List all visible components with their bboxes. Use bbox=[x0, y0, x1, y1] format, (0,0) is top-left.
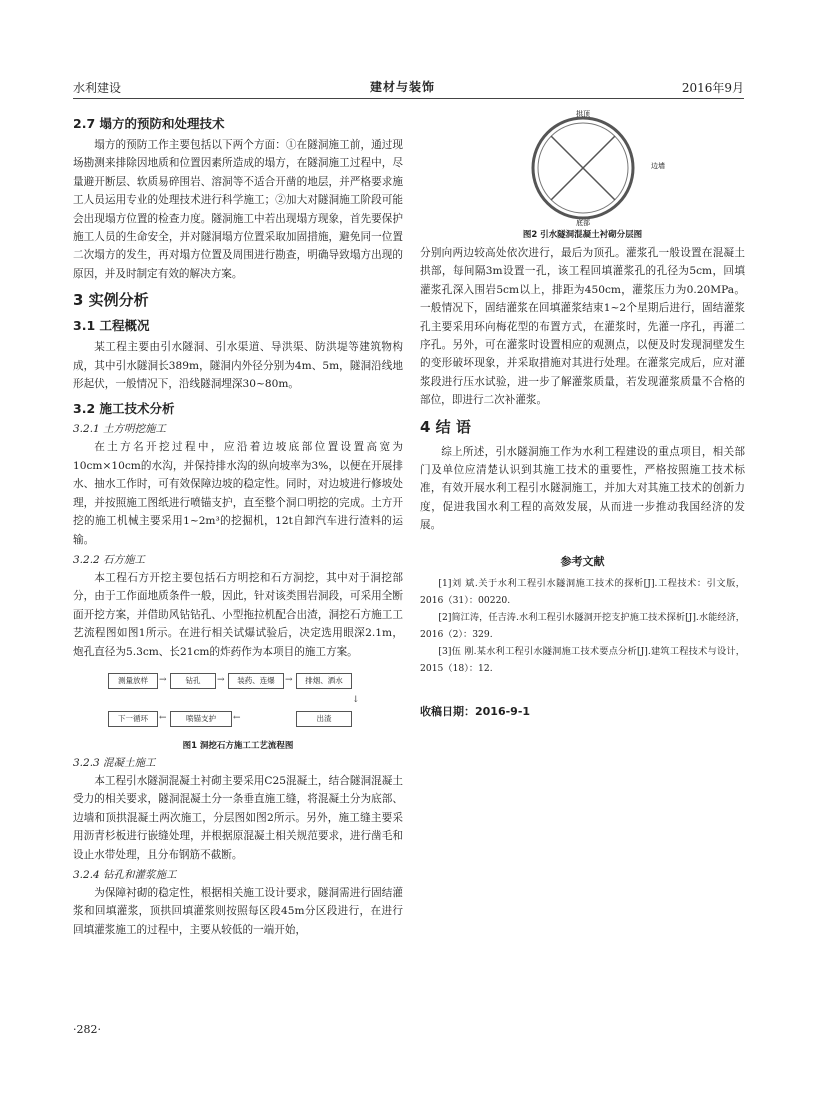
flow-box-next-cycle: 下一循环 bbox=[108, 711, 158, 727]
figure-2-diagram bbox=[483, 108, 683, 226]
journal-section: 水利建设 bbox=[73, 81, 122, 95]
arrow-icon: ← bbox=[233, 712, 241, 723]
section-3-2-3-paragraph: 本工程引水隧洞混凝土衬砌主要采用C25混凝土，结合隧洞混凝土受力的相关要求，隧洞混凝土分一条垂直施工缝，将混凝土分为底部、边墙和顶拱混凝土两次施工，分层图如图2所示。另外，施工缝主要采用沥青杉板进行嵌缝处理，并根据原混凝土相关规范要求，进行凿毛和设止水带处理，且分布钢筋不截断。 bbox=[73, 774, 403, 861]
flow-box-survey: 测量放样 bbox=[108, 673, 158, 689]
section-3-2-4-paragraph: 为保障衬砌的稳定性，根据相关施工设计要求，隧洞需进行固结灌浆和回填灌浆，顶拱回填灌浆则按照每区段45m分区段进行，在进行回填灌浆施工的过程中，主要从较低的一端开始， bbox=[73, 886, 403, 936]
received-date: 收稿日期：2016-9-1 bbox=[420, 704, 531, 718]
flow-box-support: 喷锚支护 bbox=[170, 711, 232, 727]
section-3-2-2-heading: 3.2.2 石方施工 bbox=[73, 553, 146, 566]
label-bottom: 底部 bbox=[575, 219, 590, 226]
issue-date: 2016年9月 bbox=[681, 81, 744, 95]
arrow-icon: → bbox=[285, 674, 293, 685]
section-3-2-2-paragraph: 本工程石方开挖主要包括石方明挖和石方洞挖，其中对于洞挖部分，由于工作面地质条件一般，因此，针对该类围岩洞段，可采用全断面开挖方案，并借助风钻钻孔、小型拖拉机配合出渣，洞挖石方施工工艺流程图如图1所示。在进行相关试爆试验后，决定选用眼深2.1m，炮孔直径为5.3cm、长21cm的炸药作为本项目的施工方案。 bbox=[73, 571, 403, 658]
section-3-heading: 3 实例分析 bbox=[73, 291, 149, 310]
lining-layer-svg bbox=[483, 108, 683, 226]
label-side-wall: 边墙 bbox=[650, 162, 665, 170]
section-3-2-heading: 3.2 施工技术分析 bbox=[73, 401, 175, 417]
section-4-heading: 4 结 语 bbox=[420, 417, 471, 436]
references-heading: 参考文献 bbox=[560, 554, 605, 568]
section-4-paragraph: 综上所述，引水隧洞施工作为水利工程建设的重点项目，相关部门及单位应清楚认识到其施工技术的重要性，严格按照施工技术标准，有效开展水利工程引水隧洞施工，并加大对其施工技术的创新力度，促进我国水利工程的高效发展，从而进一步推动我国经济的发展。 bbox=[420, 445, 745, 532]
reference-item: [2]简江涛，任吉涛.水利工程引水隧洞开挖支护施工技术探析[J].水能经济，2016（2）：329. bbox=[420, 611, 745, 640]
flow-box-ventilate: 排烟、洒水 bbox=[296, 673, 352, 689]
arrow-icon: → bbox=[159, 674, 167, 685]
reference-item: [1]刘 斌.关于水利工程引水隧洞施工技术的探析[J].工程技术：引文版，2016（31）：00220. bbox=[420, 577, 745, 606]
page-number: ·282· bbox=[73, 1023, 101, 1036]
header-rule bbox=[73, 98, 744, 99]
figure-2-caption: 图2 引水隧洞混凝土衬砌分层图 bbox=[522, 230, 643, 240]
arrow-icon: ← bbox=[159, 712, 167, 723]
section-3-2-3-heading: 3.2.3 混凝土施工 bbox=[73, 756, 156, 769]
continued-paragraph: 分别向两边较高处依次进行，最后为顶孔。灌浆孔一般设置在混凝土拱部，每间隔3m设置一孔，该工程回填灌浆孔的孔径为5cm，回填灌浆孔深入围岩5cm以上，排距为450cm，灌浆压力为0.20MPa。一般情况下，固结灌浆在回填灌浆结束1~2个星期后进行，固结灌浆孔主要采用环向梅花型的布置方式，在灌浆时，先灌一序孔，再灌二序孔。另外，可在灌浆时设置相应的观测点，以便及时发现洞壁发生的变形破坏现象，并采取措施对其进行处理。在灌浆完成后，应对灌浆段进行压水试验，进一步了解灌浆质量，若发现灌浆质量不合格的部位，即进行二次补灌浆。 bbox=[420, 247, 745, 407]
arrow-down-icon: ↓ bbox=[352, 694, 360, 705]
figure-1-flowchart bbox=[108, 667, 368, 737]
section-3-1-heading: 3.1 工程概况 bbox=[73, 318, 150, 334]
section-3-1-paragraph: 某工程主要由引水隧洞、引水渠道、导洪渠、防洪堤等建筑物构成，其中引水隧洞长389m，隧洞内外径分别为4m、5m，隧洞沿线地形起伏，一般情况下，沿线隧洞埋深30~80m。 bbox=[73, 341, 403, 391]
label-crown: 拱顶 bbox=[575, 110, 590, 118]
arrow-icon: → bbox=[217, 674, 225, 685]
section-3-2-1-paragraph: 在土方名开挖过程中，应沿着边坡底部位置设置高宽为10cm×10cm的水沟，并保持排水沟的纵向坡率为3%，以便在开展排水、抽水工作时，可有效保障边坡的稳定性。同时，对边坡进行修坡处理，并按照施工图纸进行喷锚支护，直至整个洞口明挖的完成。土方开挖的施工机械主要采用1~2m³的挖掘机，12t自卸汽车进行渣料的运输。 bbox=[73, 441, 403, 546]
section-3-2-4-heading: 3.2.4 钻孔和灌浆施工 bbox=[73, 868, 177, 881]
flow-box-muck: 出渣 bbox=[296, 711, 352, 727]
reference-item: [3]伍 刚.某水利工程引水隧洞施工技术要点分析[J].建筑工程技术与设计，2015（18）：12. bbox=[420, 645, 745, 674]
figure-1-caption: 图1 洞挖石方施工工艺流程图 bbox=[182, 740, 294, 751]
left-column bbox=[73, 108, 403, 939]
journal-title: 建材与装饰 bbox=[370, 80, 436, 94]
flow-box-drill: 钻孔 bbox=[170, 673, 216, 689]
section-2-7-heading: 2.7 塌方的预防和处理技术 bbox=[73, 116, 225, 131]
section-2-7-paragraph: 塌方的预防工作主要包括以下两个方面：①在隧洞施工前，通过现场勘测来排除因地质和位置因素所造成的塌方，在隧洞施工过程中，尽量避开断层、软质易碎围岩、溶洞等不适合开凿的地层，并严格要求施工人员运用专业的处理技术进行科学施工；②加大对隧洞施工阶段可能会出现塌方位置的检查力度。隧洞施工中若出现塌方现象，首先要保护施工人员的生命安全，并对隧洞塌方位置采取加固措施，避免同一位置二次塌方的发生，再对塌方位置及周围进行勘查，明确导致塌方出现的原因，并及时制定有效的解决方案。 bbox=[73, 139, 403, 280]
section-3-2-1-heading: 3.2.1 土方明挖施工 bbox=[73, 423, 167, 436]
right-column bbox=[420, 108, 745, 719]
flow-box-charge: 装药、连爆 bbox=[228, 673, 284, 689]
